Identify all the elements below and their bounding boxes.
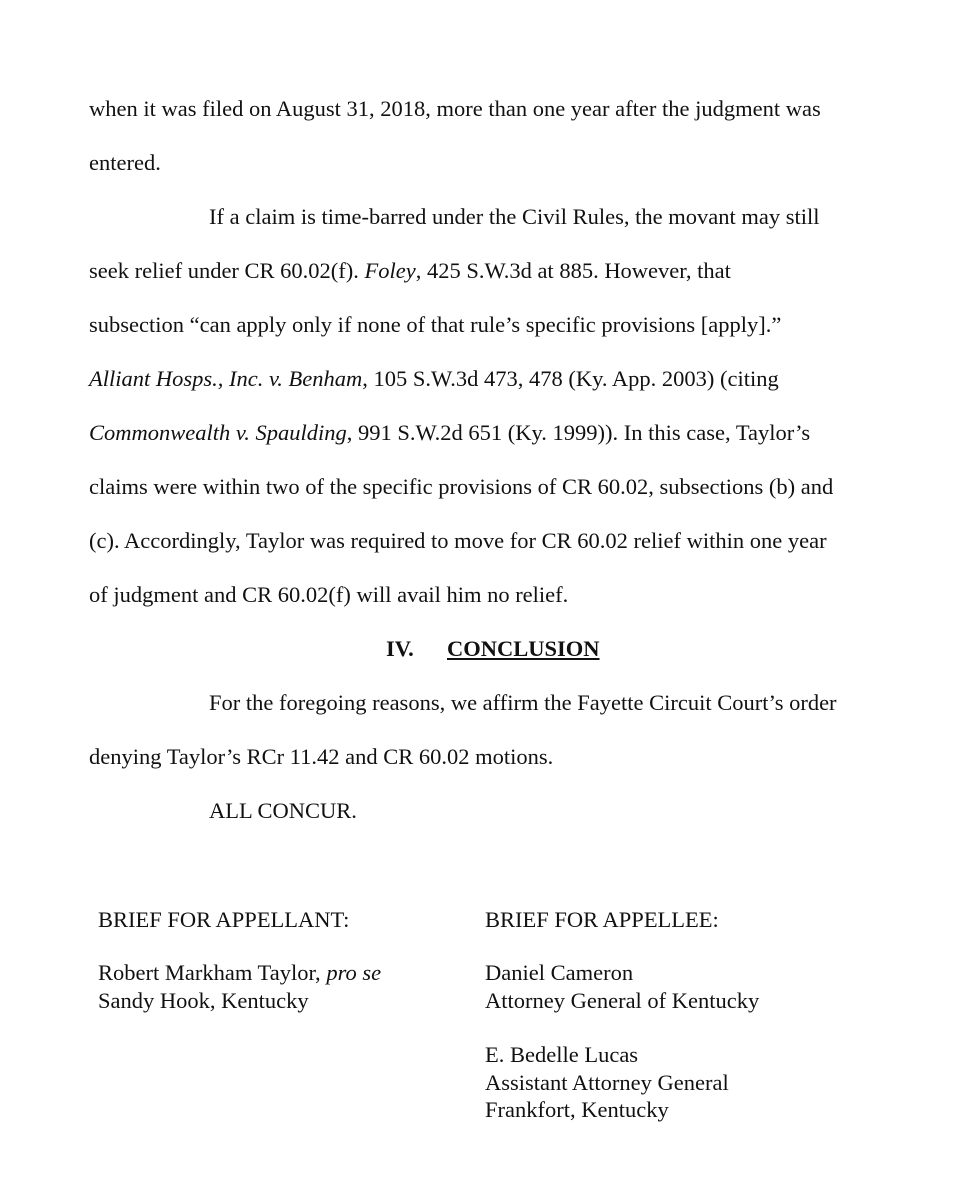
appellant-brief-heading: BRIEF FOR APPELLANT: [98, 907, 350, 932]
pro-se-label: pro se [326, 960, 382, 985]
body-line-10: of judgment and CR 60.02(f) will avail him no relief. [89, 582, 569, 607]
appellee-attorney2-location: Frankfort, Kentucky [485, 1097, 669, 1122]
body-line-1: when it was filed on August 31, 2018, more than one year after the judgment was [89, 96, 821, 121]
appellee-attorney2-name: E. Bedelle Lucas [485, 1042, 639, 1067]
text-run: , 425 S.W.3d at 885. However, that [415, 258, 731, 283]
appellee-brief-heading: BRIEF FOR APPELLEE: [485, 907, 719, 932]
body-line-3: If a claim is time-barred under the Civil Rules, the movant may still [209, 204, 820, 229]
body-line-8: claims were within two of the specific provisions of CR 60.02, subsections (b) and [89, 474, 834, 499]
body-line-4 [89, 257, 731, 285]
appellee-attorney2-title: Assistant Attorney General [485, 1070, 729, 1095]
text-run: , 105 S.W.3d 473, 478 (Ky. App. 2003) (citing [362, 366, 779, 391]
text-run: Robert Markham Taylor, [98, 960, 327, 985]
body-line-7 [89, 419, 810, 447]
conclusion-line-1: For the foregoing reasons, we affirm the Fayette Circuit Court’s order [209, 690, 837, 715]
appellee-attorney1-name: Daniel Cameron [485, 960, 634, 985]
text-run: seek relief under CR 60.02(f). [89, 258, 365, 283]
concur-statement: ALL CONCUR. [209, 798, 357, 823]
appellee-attorney1-title: Attorney General of Kentucky [485, 988, 760, 1013]
case-citation: Foley [364, 258, 416, 283]
body-line-2: entered. [89, 150, 161, 175]
section-number: IV. [386, 636, 414, 661]
case-citation: Commonwealth v. Spaulding [89, 420, 347, 445]
body-line-5: subsection “can apply only if none of that rule’s specific provisions [apply].” [89, 312, 782, 337]
appellant-location: Sandy Hook, Kentucky [98, 988, 309, 1013]
case-citation: Alliant Hosps., Inc. v. Benham [89, 366, 363, 391]
conclusion-line-2: denying Taylor’s RCr 11.42 and CR 60.02 motions. [89, 744, 554, 769]
body-line-6 [89, 365, 779, 393]
section-heading [386, 635, 600, 663]
body-line-9: (c). Accordingly, Taylor was required to move for CR 60.02 relief within one year [89, 528, 827, 553]
text-run: , 991 S.W.2d 651 (Ky. 1999)). In this case, Taylor’s [346, 420, 811, 445]
section-title: CONCLUSION [447, 636, 600, 661]
appellant-name [98, 959, 381, 987]
